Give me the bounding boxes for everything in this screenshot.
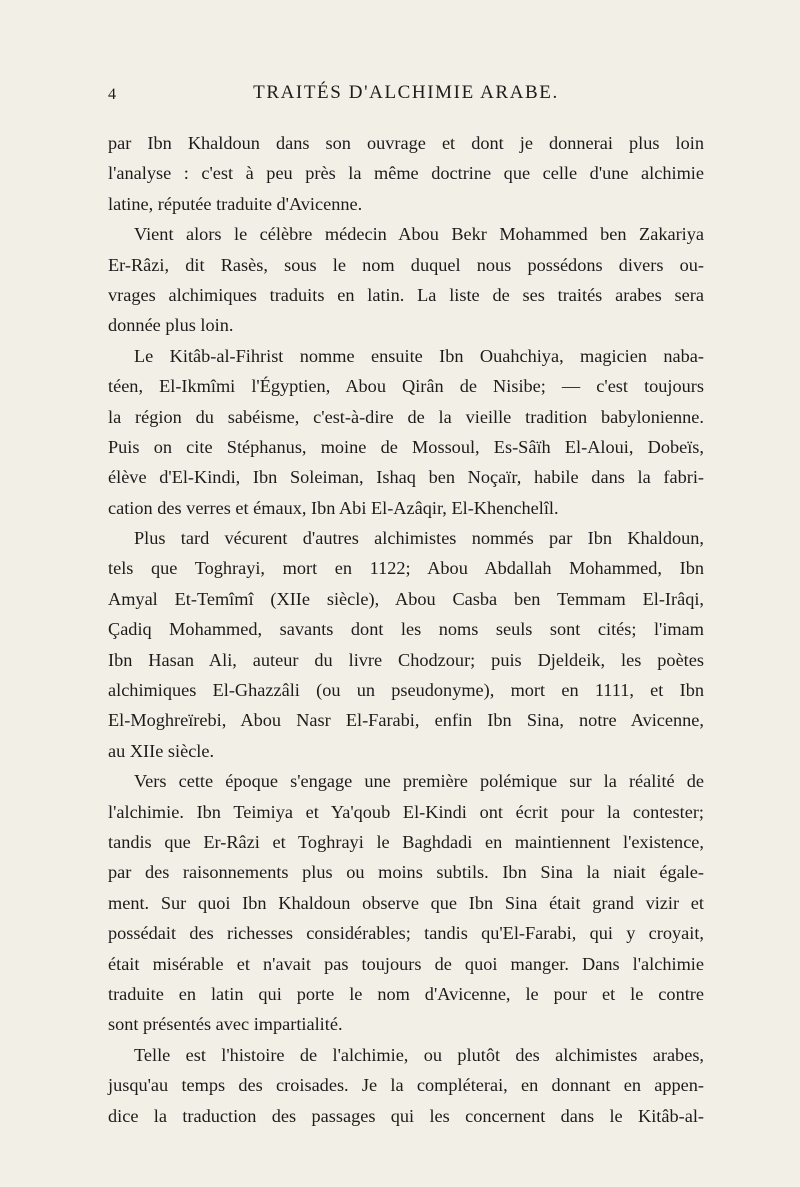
text-line: Le Kitâb-al-Fihrist nomme ensuite Ibn Ouahchiya, magicien naba- <box>134 345 704 366</box>
text-line: dice la traduction des passages qui les concernent dans le Kitâb-al- <box>108 1105 704 1126</box>
text-line: tels que Toghrayi, mort en 1122; Abou Abdallah Mohammed, Ibn <box>108 558 704 579</box>
text-line: Ibn Hasan Ali, auteur du livre Chodzour; puis Djeldeik, les poètes <box>108 649 704 670</box>
page-number: 4 <box>108 86 116 103</box>
text-line: Çadiq Mohammed, savants dont les noms seuls sont cités; l'imam <box>108 619 704 640</box>
text-line: l'alchimie. Ibn Teimiya et Ya'qoub El-Kindi ont écrit pour la contester; <box>108 801 704 822</box>
text-line: Telle est l'histoire de l'alchimie, ou plutôt des alchimistes arabes, <box>134 1044 704 1065</box>
text-line: Amyal Et-Temîmî (XIIe siècle), Abou Casba ben Temmam El-Irâqi, <box>108 588 704 609</box>
text-line: au XIIe siècle. <box>108 740 215 761</box>
text-line: élève d'El-Kindi, Ibn Soleiman, Ishaq ben Noçaïr, habile dans la fabri- <box>108 467 704 488</box>
text-line: était misérable et n'avait pas toujours de quoi manger. Dans l'alchimie <box>108 953 704 974</box>
text-line: alchimiques El-Ghazzâli (ou un pseudonyme), mort en 1111, et Ibn <box>108 680 704 701</box>
text-line: donnée plus loin. <box>108 315 234 336</box>
text-line: tandis que Er-Râzi et Toghrayi le Baghdadi en maintiennent l'existence, <box>108 831 704 852</box>
text-line: par des raisonnements plus ou moins subtils. Ibn Sina la niait égale- <box>108 862 704 883</box>
text-line: la région du sabéisme, c'est-à-dire de la vieille tradition babylonienne. <box>108 406 704 427</box>
text-line: par Ibn Khaldoun dans son ouvrage et dont je donnerai plus loin <box>108 133 704 153</box>
text-line: cation des verres et émaux, Ibn Abi El-Azâqir, El-Khenchelîl. <box>108 497 559 518</box>
body-text <box>108 128 704 1131</box>
text-line: sont présentés avec impartialité. <box>108 1014 343 1035</box>
text-line: téen, El-Ikmîmi l'Égyptien, Abou Qirân de Nisibe; — c'est toujours <box>108 376 704 397</box>
text-line: ment. Sur quoi Ibn Khaldoun observe que Ibn Sina était grand vizir et <box>108 892 704 913</box>
text-line: Vient alors le célèbre médecin Abou Bekr Mohammed ben Zakariya <box>134 224 704 245</box>
text-line: l'analyse : c'est à peu près la même doctrine que celle d'une alchimie <box>108 163 704 184</box>
text-line: Puis on cite Stéphanus, moine de Mossoul, Es-Sâïh El-Aloui, Dobeïs, <box>108 436 704 457</box>
running-head <box>108 82 704 112</box>
text-line: Vers cette époque s'engage une première polémique sur la réalité de <box>134 771 704 792</box>
text-line: possédait des richesses considérables; tandis qu'El-Farabi, qui y croyait, <box>108 923 704 944</box>
text-line: vrages alchimiques traduits en latin. La liste de ses traités arabes sera <box>108 284 704 305</box>
text-line: Plus tard vécurent d'autres alchimistes nommés par Ibn Khaldoun, <box>134 528 704 549</box>
page-title: TRAITÉS D'ALCHIMIE ARABE. <box>253 82 559 103</box>
text-line: latine, réputée traduite d'Avicenne. <box>108 193 363 214</box>
text-line: El-Moghreïrebi, Abou Nasr El-Farabi, enfin Ibn Sina, notre Avicenne, <box>108 710 704 731</box>
text-line: jusqu'au temps des croisades. Je la compléterai, en donnant en appen- <box>108 1075 704 1096</box>
text-line: Er-Râzi, dit Rasès, sous le nom duquel nous possédons divers ou- <box>108 254 704 275</box>
text-line: traduite en latin qui porte le nom d'Avicenne, le pour et le contre <box>108 983 704 1004</box>
